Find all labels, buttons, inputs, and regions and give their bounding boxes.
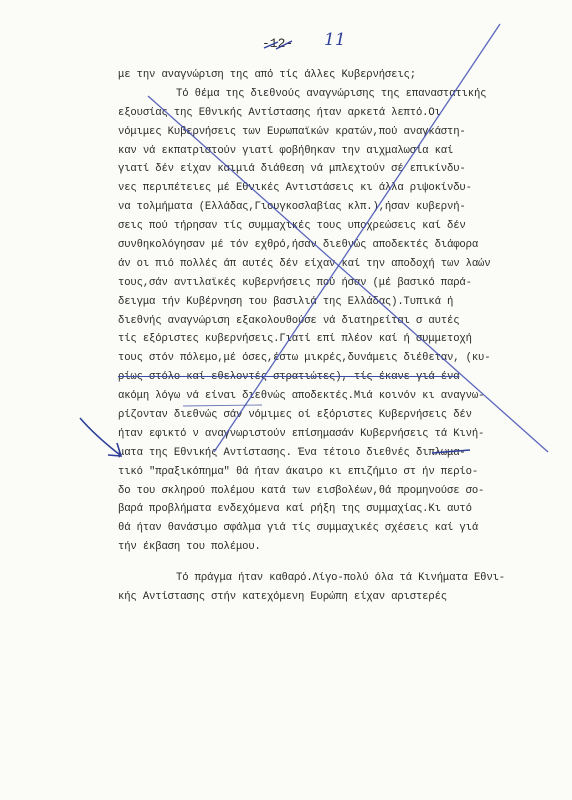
text-line: ματα της Εθνικής Αντίστασης. Ένα τέτοιο διεθνές διπλωμα- bbox=[118, 446, 466, 459]
insertion-arrow-icon bbox=[80, 418, 121, 456]
text-line: καν νά εκπατριστούν γιατί φοβήθηκαν την αιχμαλωσία καί bbox=[118, 144, 454, 157]
text-line: με την αναγνώριση της από τίς άλλες Κυβερνήσεις; bbox=[118, 69, 416, 81]
text-line: σεις πού τήρησαν τίς συμμαχικές τους υποχρεώσεις καί δέν bbox=[118, 220, 466, 233]
text-line: βαρά προβλήματα ενδεχόμενα καί ρήξη της συμμαχίας.Κι αυτό bbox=[118, 503, 472, 516]
text-line: Τό θέμα της διεθνούς αναγνώρισης της επαναστατικής bbox=[176, 87, 487, 100]
text-line: κής Αντίστασης στήν κατεχόμενη Ευρώπη είχαν αριστερές bbox=[118, 591, 447, 604]
text-line: ρίζονταν διεθνώς σάν νόμιμες οί εξόριστες Κυβερνήσεις δέν bbox=[118, 409, 472, 422]
text-line: δειγμα τήν Κυβέρνηση του βασιλιά της Ελλάδας).Τυπικά ή bbox=[118, 295, 454, 308]
page-number-strikeout-mark bbox=[262, 40, 296, 50]
text-line: τήν έκβαση του πολέμου. bbox=[118, 541, 261, 554]
text-line: διεθνής αναγνώριση εξακολουθούσε νά διατηρείται σ αυτές bbox=[118, 314, 460, 327]
text-line-struck: ρίως στόλο καί εθελοντές στρατιώτες), τίς έκανε γιά ένα bbox=[118, 371, 460, 384]
text-line: εξουσίας της Εθνικής Αντίστασης ήταν αρκετά λεπτό.Οι bbox=[118, 106, 441, 119]
text-line: γιατί δέν είχαν καιμιά διάθεση νά μπλεχτούν σέ επικίνδυ- bbox=[118, 163, 466, 176]
text-line: τίς εξόριστες κυβερνήσεις.Γιατί επί πλέον καί ή συμμετοχή bbox=[118, 333, 472, 346]
text-line: να τολμήματα (Ελλάδας,Γιουγκοσλαβίας κλπ.),ήσαν κυβερνή- bbox=[118, 201, 466, 214]
text-line: τους,σάν αντιλαϊκές κυβερνήσεις πού ήσαν (μέ βασικό παρά- bbox=[118, 276, 472, 289]
page-number-handwritten: 11 bbox=[324, 30, 346, 50]
text-line: τους στόν πόλεμο,μέ όσες,έστω μικρές,δυνάμεις διέθεταν, (κυ- bbox=[118, 352, 491, 365]
typewritten-body bbox=[118, 66, 558, 607]
text-line: Τό πράγμα ήταν καθαρό.Λίγο-πολύ όλα τά Κινήματα Εθνι- bbox=[176, 572, 505, 585]
text-line: άν οι πιό πολλές άπ αυτές δέν είχαν καί την αποδοχή των λαών bbox=[118, 257, 491, 270]
text-line: νόμιμες Κυβερνήσεις των Ευρωπαϊκών κρατών,πού αναγκάστη- bbox=[118, 125, 466, 138]
page-number-typed: -12- bbox=[262, 36, 294, 51]
text-line: τικό "πραξικόπημα" θά ήταν άκαιρο κι επιζήμιο στ ήν περίο- bbox=[118, 465, 479, 478]
text-line: νες περιπέτειες μέ Εθνικές Αντιστάσεις κι άλλα ριψοκίνδυ- bbox=[118, 182, 472, 195]
text-line: δο του σκληρού πολέμου κατά των εισβολέων,θά προμηνούσε σο- bbox=[118, 484, 485, 497]
text-line: συνθηκολόγησαν μέ τόν εχθρό,ήσαν διεθνώς αποδεκτές διάφορα bbox=[118, 239, 479, 252]
text-line: ήταν εφικτό ν αναγνωριστούν επίσημασάν Κυβερνήσεις τά Κινή- bbox=[118, 427, 485, 440]
text-line: θά ήταν θανάσιμο σφάλμα γιά τίς συμμαχικές σχέσεις καί γιά bbox=[118, 522, 479, 535]
text-line: ακόμη λόγω νά είναι διεθνώς αποδεκτές.Μιά κοινόν κι αναγνω- bbox=[118, 390, 485, 403]
